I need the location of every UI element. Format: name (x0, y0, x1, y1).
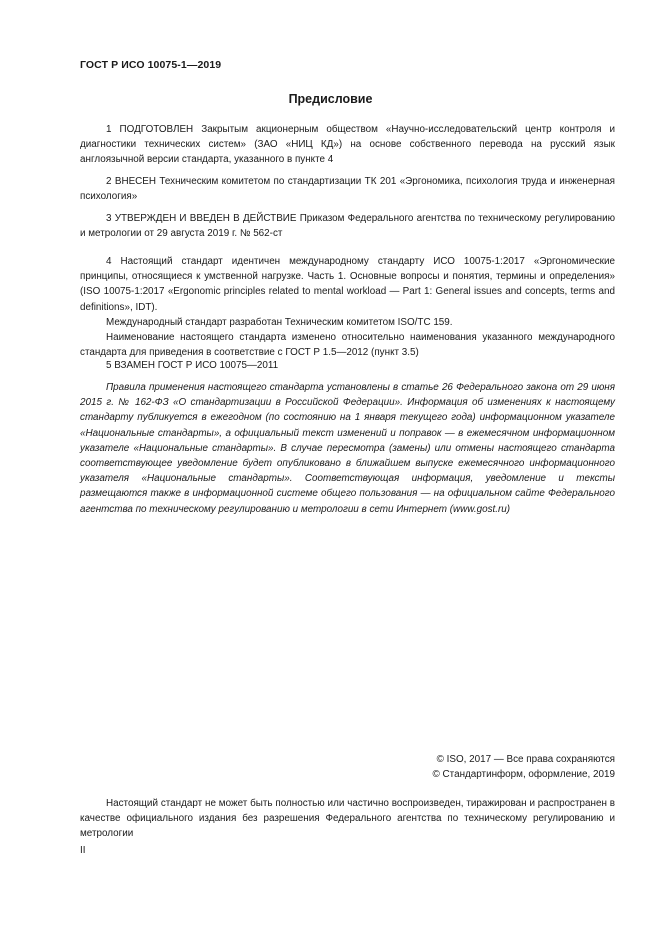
document-code: ГОСТ Р ИСО 10075-1—2019 (80, 59, 222, 71)
foreword-item-4 (80, 254, 615, 360)
foreword-item-2-text: 2 ВНЕСЕН Техническим комитетом по стандартизации ТК 201 «Эргономика, психология труда и инженерная психология» (80, 176, 615, 203)
rules-notice-text: Правила применения настоящего стандарта установлены в статье 26 Федерального закона от 29 июня 2015 г. № 162-ФЗ «О стандартизации в Российской Федерации». Информация об изменениях к настоящему стандарту публикуется в ежегодном (по состоянию на 1 января текущего года) информационном указателе «Национальные стандарты», а официальный текст изменений и поправок — в ежемесячном информационном указателе «Национальные стандарты». В случае пересмотра (замены) или отмены настоящего стандарта соответствующее уведомление будет опубликовано в ближайшем выпуске ежемесячного информационного указателя «Национальные стандарты». Соответствующая информация, уведомление и тексты размещаются также в информационной системе общего пользования — на официальном сайте Федерального агентства по техническому регулированию и метрологии в сети Интернет (www.gost.ru) (80, 382, 615, 515)
foreword-item-5 (80, 358, 615, 373)
foreword-item-5-text: 5 ВЗАМЕН ГОСТ Р ИСО 10075—2011 (106, 360, 279, 371)
foreword-item-4-text: 4 Настоящий стандарт идентичен международному стандарту ИСО 10075-1:2017 «Эргономические принципы, относящиеся к умственной нагрузке. Часть 1. Основные вопросы и понятия, термины и определения» (ISO 10075-1:2017 «Ergonomic principles related to mental workload — Part 1: General issues and concepts, terms and definitions», IDT). (80, 256, 615, 313)
foreword-item-3 (80, 211, 615, 241)
foreword-item-2 (80, 174, 615, 204)
copyright-standartinform: © Стандартинформ, оформление, 2019 (432, 769, 615, 781)
foreword-item-3-text: 3 УТВЕРЖДЕН И ВВЕДЕН В ДЕЙСТВИЕ Приказом Федерального агентства по техническому регулированию и метрологии от 29 августа 2019 г. № 562-ст (80, 213, 615, 240)
copyright-block (433, 752, 615, 782)
page-number: II (80, 845, 86, 856)
foreword-item-4-title-note: Наименование настоящего стандарта изменено относительно наименования указанного международного стандарта для приведения в соответствие с ГОСТ Р 1.5—2012 (пункт 3.5) (80, 332, 615, 359)
rules-notice (80, 380, 615, 517)
copyright-iso: © ISO, 2017 — Все права сохраняются (436, 754, 615, 765)
foreword-item-1 (80, 122, 615, 168)
foreword-item-1-text: 1 ПОДГОТОВЛЕН Закрытым акционерным обществом «Научно-исследовательский центр контроля и диагностики технических систем» (ЗАО «НИЦ КД») на основе собственного перевода на русский язык англоязычной версии стандарта, указанного в пункте 4 (80, 124, 615, 166)
reproduction-notice-text: Настоящий стандарт не может быть полностью или частично воспроизведен, тиражирован и распространен в качестве официального издания без разрешения Федерального агентства по техническому регулированию и метрологии (80, 798, 615, 840)
reproduction-notice (80, 796, 615, 842)
page-title: Предисловие (288, 92, 373, 106)
foreword-item-4-committee: Международный стандарт разработан Техническим комитетом ISO/TC 159. (106, 316, 453, 328)
